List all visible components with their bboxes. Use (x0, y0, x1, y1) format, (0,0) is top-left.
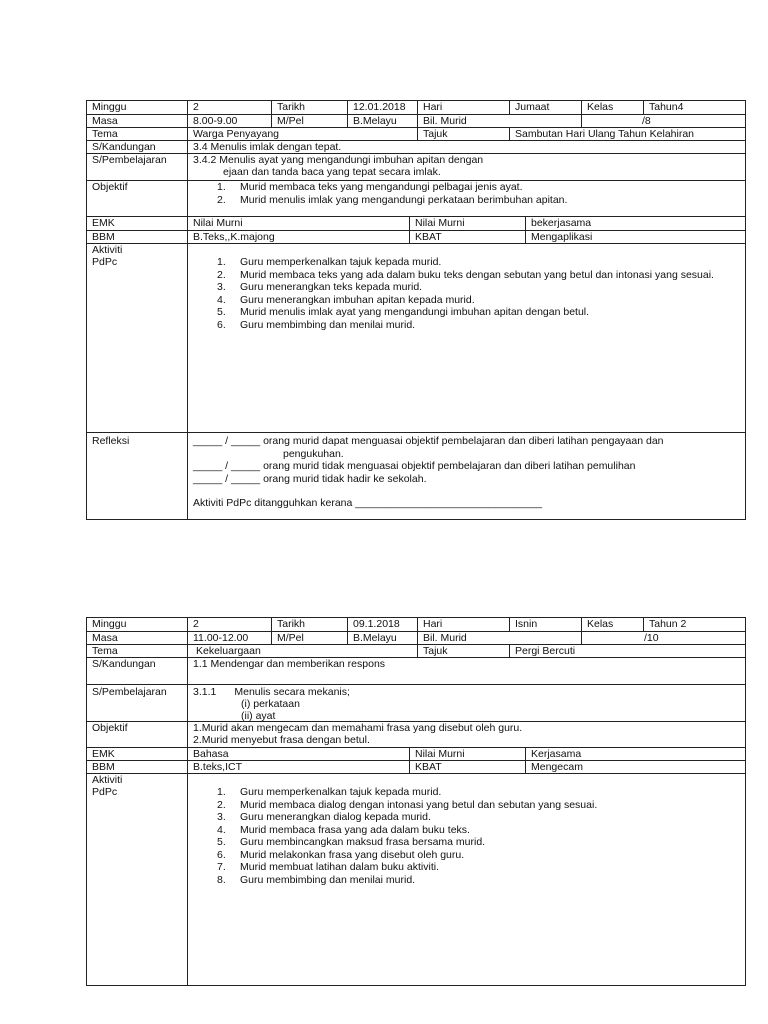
minggu-label: Minggu (92, 101, 127, 113)
mpel-value: B.Melayu (347, 115, 417, 127)
list-item: 3. Guru menerangkan dialog kepada murid. (217, 811, 431, 823)
tajuk-value: Pergi Bercuti (509, 645, 745, 657)
list-item: 4. Murid membaca frasa yang ada dalam buku teks. (217, 823, 470, 836)
row-objektif (87, 721, 745, 747)
row-bbm (87, 760, 745, 773)
minggu-value: 2 (187, 618, 271, 631)
objektif-line-1: 1.Murid akan mengecam dan memahami frasa yang disebut oleh guru. (193, 722, 523, 734)
spembelajaran-value (187, 685, 745, 721)
nilai-label: Nilai Murni (409, 748, 525, 760)
skandungan-label: S/Kandungan (92, 658, 156, 670)
spembelajaran-line-1: 3.4.2 Menulis ayat yang mengandungi imbuhan apitan dengan (193, 154, 484, 166)
hari-value: Jumaat (509, 101, 581, 114)
bil-value: /8 (581, 115, 745, 127)
objektif-line-2: 2.Murid menyebut frasa dengan betul. (193, 734, 370, 746)
row-tema (87, 644, 745, 657)
aktiviti-label: Aktiviti PdPc (92, 244, 123, 268)
kbat-value: Mengaplikasi (525, 231, 745, 243)
row-minggu (87, 101, 745, 114)
kelas-value: Tahun 2 (643, 618, 745, 631)
minggu-label: Minggu (92, 618, 127, 630)
masa-label: Masa (92, 632, 118, 644)
spembelajaran-code: 3.1.1 (193, 686, 217, 698)
row-spembelajaran (87, 684, 745, 721)
row-minggu (87, 618, 745, 631)
skandungan-value: 1.1 Mendengar dan memberikan respons (187, 658, 745, 684)
refleksi-line-3: _____ / _____ orang murid tidak hadir ke sekolah. (193, 472, 427, 485)
tajuk-value: Sambutan Hari Ulang Tahun Kelahiran (509, 128, 745, 140)
lesson-plan-2 (86, 617, 746, 986)
objektif-value (187, 722, 745, 747)
list-item: 4. Guru menerangkan imbuhan apitan kepada murid. (217, 293, 475, 306)
refleksi-line-4: Aktiviti PdPc ditangguhkan kerana ________________________________ (193, 497, 543, 509)
refleksi-label: Refleksi (92, 435, 130, 447)
kbat-value: Mengecam (525, 761, 745, 773)
aktiviti-value (187, 774, 745, 985)
row-spembelajaran (87, 153, 745, 180)
objektif-value (187, 181, 745, 216)
lesson-plan-1 (86, 100, 746, 520)
emk-label: EMK (92, 748, 115, 760)
list-item: 5. Murid menulis imlak ayat yang mengandungi imbuhan apitan dengan betul. (217, 306, 590, 318)
minggu-value: 2 (187, 101, 271, 114)
tajuk-label: Tajuk (417, 645, 509, 657)
masa-value: 8.00-9.00 (187, 115, 271, 127)
bil-value: /10 (581, 632, 745, 644)
aktiviti-label: Aktiviti PdPc (92, 774, 123, 798)
emk-value: Nilai Murni (187, 217, 409, 230)
kelas-label: Kelas (581, 618, 643, 631)
nilai-value: bekerjasama (525, 217, 745, 230)
row-bbm (87, 230, 745, 243)
kbat-label: KBAT (409, 761, 525, 773)
bbm-label: BBM (92, 231, 115, 243)
skandungan-value: 3.4 Menulis imlak dengan tepat. (187, 141, 745, 153)
bil-label: Bil. Murid (417, 632, 581, 644)
emk-value: Bahasa (187, 748, 409, 760)
list-item: 2. Murid menulis imlak yang mengandungi perkataan berimbuhan apitan. (217, 193, 568, 206)
objektif-label: Objektif (92, 722, 128, 734)
mpel-label: M/Pel (271, 115, 347, 127)
row-objektif (87, 180, 745, 216)
masa-value: 11.00-12.00 (187, 632, 271, 644)
bil-label: Bil. Murid (417, 115, 581, 127)
aktiviti-value (187, 244, 745, 432)
bbm-value: B.Teks,,K.majong (187, 231, 409, 243)
tema-label: Tema (92, 645, 118, 657)
row-aktiviti (87, 243, 745, 432)
tarikh-value: 12.01.2018 (347, 101, 417, 114)
emk-label: EMK (92, 217, 115, 229)
tema-value: Kekeluargaan (187, 645, 417, 657)
hari-label: Hari (417, 618, 509, 631)
objektif-label: Objektif (92, 181, 128, 193)
row-skandungan (87, 657, 745, 684)
refleksi-value (187, 433, 745, 519)
list-item: 6. Murid melakonkan frasa yang disebut oleh guru. (217, 848, 465, 861)
refleksi-line-2: _____ / _____ orang murid tidak menguasai objektif pembelajaran dan diberi latihan pemulihan (193, 460, 636, 472)
list-item: 1. Guru memperkenalkan tajuk kepada murid. (217, 256, 442, 268)
kelas-value: Tahun4 (643, 101, 745, 114)
kelas-label: Kelas (581, 101, 643, 114)
list-item: 3. Guru menerangkan teks kepada murid. (217, 281, 423, 293)
tarikh-label: Tarikh (271, 618, 347, 631)
spembelajaran-line-3: (ii) ayat (241, 710, 276, 721)
spembelajaran-value (187, 154, 745, 180)
spembelajaran-line-1: Menulis secara mekanis; (234, 686, 350, 698)
spembelajaran-label: S/Pembelajaran (92, 154, 167, 166)
hari-label: Hari (417, 101, 509, 114)
tarikh-label: Tarikh (271, 101, 347, 114)
skandungan-label: S/Kandungan (92, 141, 156, 153)
list-item: 2. Murid membaca dialog dengan intonasi yang betul dan sebutan yang sesuai. (217, 798, 598, 811)
hari-value: Isnin (509, 618, 581, 631)
row-masa (87, 114, 745, 127)
row-aktiviti (87, 773, 745, 985)
refleksi-line-1b: pengukuhan. (283, 447, 344, 460)
list-item: 1. Guru memperkenalkan tajuk kepada murid. (217, 786, 442, 798)
tema-value: Warga Penyayang (187, 128, 417, 140)
row-refleksi (87, 432, 745, 519)
tarikh-value: 09.1.2018 (347, 618, 417, 631)
list-item: 1. Murid membaca teks yang mengandungi pelbagai jenis ayat. (217, 181, 523, 193)
kbat-label: KBAT (409, 231, 525, 243)
refleksi-line-1: _____ / _____ orang murid dapat menguasai objektif pembelajaran dan diberi latihan pengayaan dan (193, 435, 664, 447)
list-item: 7. Murid membuat latihan dalam buku aktiviti. (217, 861, 440, 873)
spembelajaran-label: S/Pembelajaran (92, 686, 167, 698)
list-item: 5. Guru membincangkan maksud frasa bersama murid. (217, 836, 486, 848)
tajuk-label: Tajuk (417, 128, 509, 140)
list-item: 2. Murid membaca teks yang ada dalam buku teks dengan sebutan yang betul dan intonasi yang sesuai. (217, 268, 714, 281)
row-tema (87, 127, 745, 140)
list-item: 6. Guru membimbing dan menilai murid. (217, 318, 416, 331)
row-skandungan (87, 140, 745, 153)
bbm-label: BBM (92, 761, 115, 773)
nilai-value: Kerjasama (525, 748, 745, 760)
nilai-label: Nilai Murni (409, 217, 525, 230)
tema-label: Tema (92, 128, 118, 140)
spembelajaran-line-2: ejaan dan tanda baca yang tepat secara imlak. (223, 166, 441, 178)
mpel-value: B.Melayu (347, 632, 417, 644)
row-emk (87, 216, 745, 230)
mpel-label: M/Pel (271, 632, 347, 644)
bbm-value: B.teks,ICT (187, 761, 409, 773)
masa-label: Masa (92, 115, 118, 127)
spembelajaran-line-2: (i) perkataan (241, 698, 300, 710)
row-masa (87, 631, 745, 644)
list-item: 8. Guru membimbing dan menilai murid. (217, 873, 416, 886)
row-emk (87, 747, 745, 760)
